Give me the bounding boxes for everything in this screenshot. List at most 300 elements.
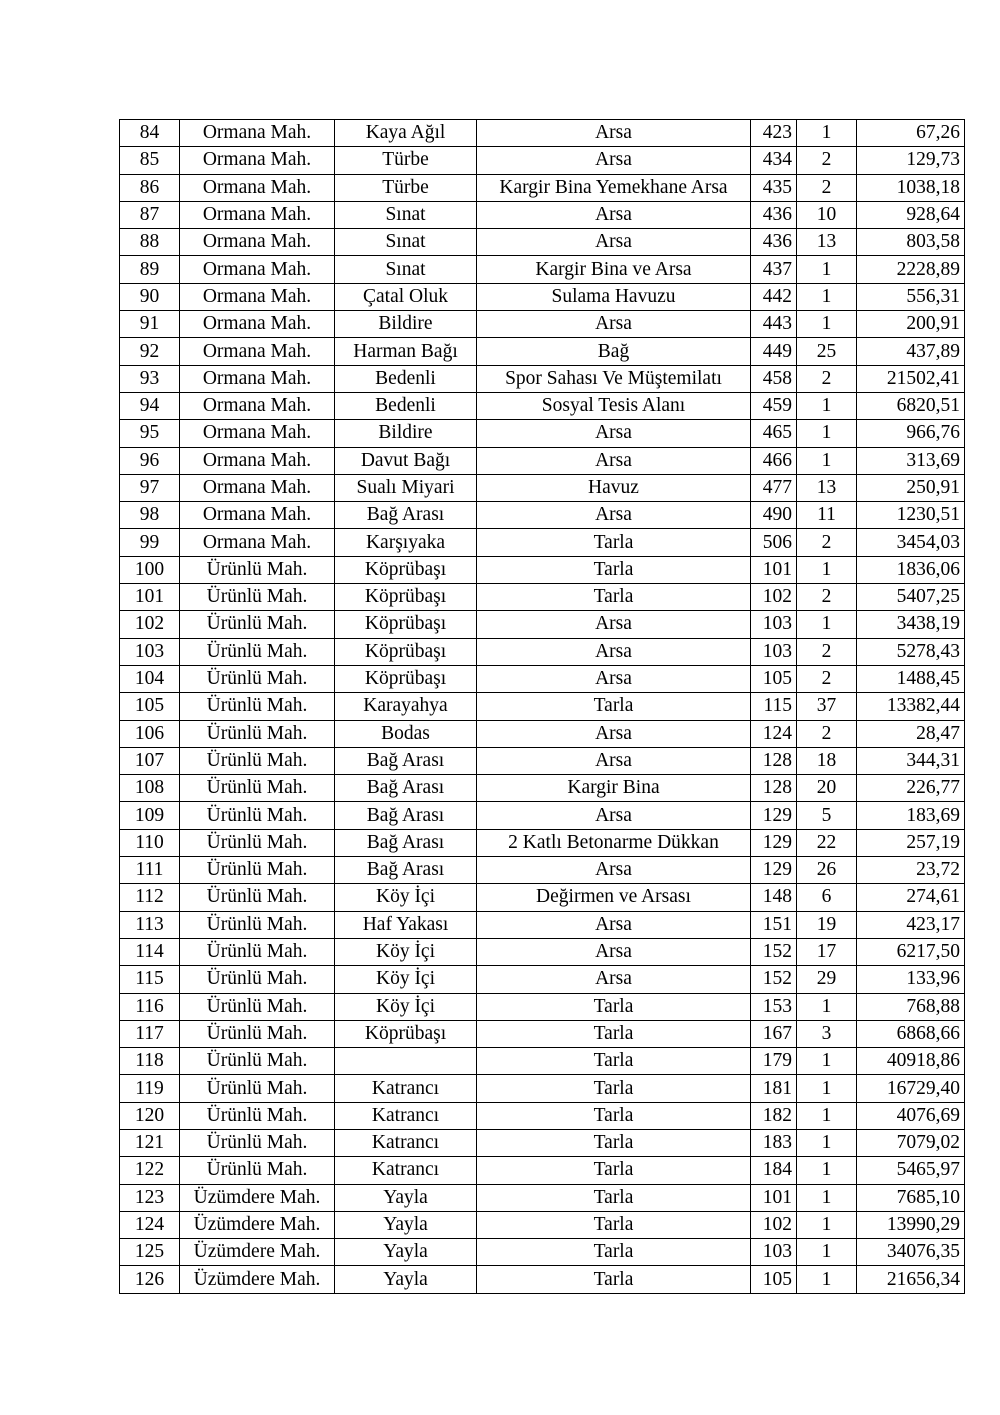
- property-type-cell: Kargir Bina ve Arsa: [477, 256, 751, 283]
- area-cell: 556,31: [857, 283, 965, 310]
- block-number-cell: 102: [751, 584, 797, 611]
- table-row: [120, 1020, 965, 1047]
- property-type-cell: Tarla: [477, 993, 751, 1020]
- block-number-cell: 115: [751, 693, 797, 720]
- parcel-number-cell: 18: [797, 747, 857, 774]
- area-cell: 1230,51: [857, 502, 965, 529]
- neighborhood-cell: Ürünlü Mah.: [180, 1048, 335, 1075]
- block-number-cell: 128: [751, 775, 797, 802]
- parcel-number-cell: 2: [797, 147, 857, 174]
- block-number-cell: 459: [751, 392, 797, 419]
- locality-cell: Yayla: [335, 1266, 477, 1293]
- area-cell: 6217,50: [857, 938, 965, 965]
- neighborhood-cell: Ürünlü Mah.: [180, 829, 335, 856]
- parcel-number-cell: 1: [797, 1184, 857, 1211]
- property-type-cell: Arsa: [477, 502, 751, 529]
- area-cell: 2228,89: [857, 256, 965, 283]
- locality-cell: Bağ Arası: [335, 857, 477, 884]
- block-number-cell: 102: [751, 1211, 797, 1238]
- locality-cell: Katrancı: [335, 1075, 477, 1102]
- area-cell: 768,88: [857, 993, 965, 1020]
- table-row: [120, 556, 965, 583]
- locality-cell: Katrancı: [335, 1129, 477, 1156]
- table-row: [120, 147, 965, 174]
- table-row: [120, 1048, 965, 1075]
- property-type-cell: Değirmen ve Arsası: [477, 884, 751, 911]
- table-row: [120, 502, 965, 529]
- block-number-cell: 103: [751, 611, 797, 638]
- table-row: [120, 529, 965, 556]
- table-row: [120, 857, 965, 884]
- block-number-cell: 477: [751, 474, 797, 501]
- area-cell: 6820,51: [857, 392, 965, 419]
- area-cell: 928,64: [857, 201, 965, 228]
- row-number-cell: 116: [120, 993, 180, 1020]
- area-cell: 313,69: [857, 447, 965, 474]
- parcel-table: [119, 119, 965, 1294]
- neighborhood-cell: Ürünlü Mah.: [180, 747, 335, 774]
- locality-cell: Köy İçi: [335, 884, 477, 911]
- area-cell: 129,73: [857, 147, 965, 174]
- block-number-cell: 152: [751, 966, 797, 993]
- parcel-number-cell: 25: [797, 338, 857, 365]
- property-type-cell: Arsa: [477, 638, 751, 665]
- neighborhood-cell: Ürünlü Mah.: [180, 638, 335, 665]
- parcel-number-cell: 1: [797, 1048, 857, 1075]
- parcel-number-cell: 6: [797, 884, 857, 911]
- locality-cell: Sınat: [335, 256, 477, 283]
- parcel-number-cell: 29: [797, 966, 857, 993]
- block-number-cell: 466: [751, 447, 797, 474]
- property-type-cell: 2 Katlı Betonarme Dükkan: [477, 829, 751, 856]
- parcel-number-cell: 2: [797, 584, 857, 611]
- parcel-number-cell: 3: [797, 1020, 857, 1047]
- table-row: [120, 120, 965, 147]
- locality-cell: Bedenli: [335, 365, 477, 392]
- parcel-number-cell: 17: [797, 938, 857, 965]
- neighborhood-cell: Üzümdere Mah.: [180, 1239, 335, 1266]
- row-number-cell: 102: [120, 611, 180, 638]
- property-type-cell: Bağ: [477, 338, 751, 365]
- locality-cell: Bodas: [335, 720, 477, 747]
- parcel-number-cell: 1: [797, 311, 857, 338]
- table-row: [120, 1157, 965, 1184]
- property-type-cell: Arsa: [477, 966, 751, 993]
- row-number-cell: 100: [120, 556, 180, 583]
- property-type-cell: Kargir Bina Yemekhane Arsa: [477, 174, 751, 201]
- row-number-cell: 114: [120, 938, 180, 965]
- row-number-cell: 97: [120, 474, 180, 501]
- table-row: [120, 474, 965, 501]
- property-type-cell: Arsa: [477, 911, 751, 938]
- neighborhood-cell: Üzümdere Mah.: [180, 1211, 335, 1238]
- neighborhood-cell: Ürünlü Mah.: [180, 993, 335, 1020]
- area-cell: 257,19: [857, 829, 965, 856]
- parcel-number-cell: 1: [797, 392, 857, 419]
- parcel-number-cell: 2: [797, 365, 857, 392]
- locality-cell: Katrancı: [335, 1157, 477, 1184]
- property-type-cell: Arsa: [477, 802, 751, 829]
- table-row: [120, 911, 965, 938]
- block-number-cell: 449: [751, 338, 797, 365]
- area-cell: 7079,02: [857, 1129, 965, 1156]
- row-number-cell: 111: [120, 857, 180, 884]
- block-number-cell: 105: [751, 665, 797, 692]
- row-number-cell: 106: [120, 720, 180, 747]
- property-type-cell: Kargir Bina: [477, 775, 751, 802]
- block-number-cell: 437: [751, 256, 797, 283]
- table-row: [120, 1211, 965, 1238]
- locality-cell: Köy İçi: [335, 966, 477, 993]
- row-number-cell: 117: [120, 1020, 180, 1047]
- table-row: [120, 802, 965, 829]
- locality-cell: Davut Bağı: [335, 447, 477, 474]
- table-row: [120, 447, 965, 474]
- locality-cell: Katrancı: [335, 1102, 477, 1129]
- parcel-number-cell: 1: [797, 120, 857, 147]
- locality-cell: [335, 1048, 477, 1075]
- locality-cell: Köprübaşı: [335, 638, 477, 665]
- area-cell: 7685,10: [857, 1184, 965, 1211]
- table-row: [120, 1184, 965, 1211]
- locality-cell: Sınat: [335, 229, 477, 256]
- property-type-cell: Tarla: [477, 1102, 751, 1129]
- block-number-cell: 184: [751, 1157, 797, 1184]
- parcel-number-cell: 1: [797, 1157, 857, 1184]
- row-number-cell: 121: [120, 1129, 180, 1156]
- row-number-cell: 94: [120, 392, 180, 419]
- locality-cell: Bağ Arası: [335, 502, 477, 529]
- neighborhood-cell: Ürünlü Mah.: [180, 884, 335, 911]
- parcel-number-cell: 1: [797, 283, 857, 310]
- table-row: [120, 1239, 965, 1266]
- row-number-cell: 84: [120, 120, 180, 147]
- locality-cell: Kaya Ağıl: [335, 120, 477, 147]
- table-row: [120, 311, 965, 338]
- parcel-number-cell: 26: [797, 857, 857, 884]
- parcel-number-cell: 2: [797, 529, 857, 556]
- neighborhood-cell: Ormana Mah.: [180, 365, 335, 392]
- row-number-cell: 126: [120, 1266, 180, 1293]
- property-type-cell: Sosyal Tesis Alanı: [477, 392, 751, 419]
- neighborhood-cell: Ürünlü Mah.: [180, 584, 335, 611]
- property-type-cell: Arsa: [477, 420, 751, 447]
- neighborhood-cell: Ürünlü Mah.: [180, 911, 335, 938]
- row-number-cell: 107: [120, 747, 180, 774]
- row-number-cell: 122: [120, 1157, 180, 1184]
- row-number-cell: 88: [120, 229, 180, 256]
- row-number-cell: 104: [120, 665, 180, 692]
- table-row: [120, 611, 965, 638]
- parcel-number-cell: 1: [797, 1239, 857, 1266]
- locality-cell: Harman Bağı: [335, 338, 477, 365]
- block-number-cell: 182: [751, 1102, 797, 1129]
- property-type-cell: Tarla: [477, 1020, 751, 1047]
- property-type-cell: Tarla: [477, 556, 751, 583]
- property-type-cell: Tarla: [477, 1211, 751, 1238]
- neighborhood-cell: Ormana Mah.: [180, 502, 335, 529]
- table-row: [120, 174, 965, 201]
- row-number-cell: 109: [120, 802, 180, 829]
- area-cell: 1836,06: [857, 556, 965, 583]
- block-number-cell: 151: [751, 911, 797, 938]
- neighborhood-cell: Ürünlü Mah.: [180, 938, 335, 965]
- parcel-number-cell: 1: [797, 420, 857, 447]
- locality-cell: Karşıyaka: [335, 529, 477, 556]
- neighborhood-cell: Ormana Mah.: [180, 529, 335, 556]
- property-type-cell: Arsa: [477, 665, 751, 692]
- row-number-cell: 92: [120, 338, 180, 365]
- table-row: [120, 638, 965, 665]
- area-cell: 1038,18: [857, 174, 965, 201]
- area-cell: 40918,86: [857, 1048, 965, 1075]
- table-row: [120, 1075, 965, 1102]
- block-number-cell: 435: [751, 174, 797, 201]
- row-number-cell: 124: [120, 1211, 180, 1238]
- neighborhood-cell: Ormana Mah.: [180, 311, 335, 338]
- area-cell: 250,91: [857, 474, 965, 501]
- table-row: [120, 201, 965, 228]
- neighborhood-cell: Ormana Mah.: [180, 229, 335, 256]
- property-type-cell: Arsa: [477, 311, 751, 338]
- block-number-cell: 167: [751, 1020, 797, 1047]
- parcel-number-cell: 5: [797, 802, 857, 829]
- property-type-cell: Arsa: [477, 720, 751, 747]
- row-number-cell: 118: [120, 1048, 180, 1075]
- locality-cell: Köprübaşı: [335, 611, 477, 638]
- block-number-cell: 148: [751, 884, 797, 911]
- row-number-cell: 87: [120, 201, 180, 228]
- block-number-cell: 442: [751, 283, 797, 310]
- neighborhood-cell: Ürünlü Mah.: [180, 665, 335, 692]
- area-cell: 21502,41: [857, 365, 965, 392]
- neighborhood-cell: Ürünlü Mah.: [180, 775, 335, 802]
- property-type-cell: Tarla: [477, 693, 751, 720]
- area-cell: 5278,43: [857, 638, 965, 665]
- property-type-cell: Arsa: [477, 447, 751, 474]
- row-number-cell: 93: [120, 365, 180, 392]
- row-number-cell: 115: [120, 966, 180, 993]
- block-number-cell: 103: [751, 1239, 797, 1266]
- parcel-number-cell: 22: [797, 829, 857, 856]
- locality-cell: Bedenli: [335, 392, 477, 419]
- table-row: [120, 884, 965, 911]
- table-row: [120, 338, 965, 365]
- table-row: [120, 1266, 965, 1293]
- row-number-cell: 96: [120, 447, 180, 474]
- area-cell: 23,72: [857, 857, 965, 884]
- parcel-number-cell: 1: [797, 1266, 857, 1293]
- locality-cell: Çatal Oluk: [335, 283, 477, 310]
- block-number-cell: 506: [751, 529, 797, 556]
- block-number-cell: 423: [751, 120, 797, 147]
- neighborhood-cell: Ormana Mah.: [180, 283, 335, 310]
- property-type-cell: Sulama Havuzu: [477, 283, 751, 310]
- locality-cell: Türbe: [335, 147, 477, 174]
- block-number-cell: 183: [751, 1129, 797, 1156]
- area-cell: 803,58: [857, 229, 965, 256]
- parcel-number-cell: 11: [797, 502, 857, 529]
- parcel-number-cell: 13: [797, 474, 857, 501]
- row-number-cell: 112: [120, 884, 180, 911]
- row-number-cell: 85: [120, 147, 180, 174]
- parcel-number-cell: 1: [797, 1211, 857, 1238]
- table-row: [120, 392, 965, 419]
- row-number-cell: 99: [120, 529, 180, 556]
- property-type-cell: Arsa: [477, 611, 751, 638]
- area-cell: 6868,66: [857, 1020, 965, 1047]
- property-type-cell: Arsa: [477, 120, 751, 147]
- block-number-cell: 443: [751, 311, 797, 338]
- parcel-table-body: [120, 120, 965, 1294]
- block-number-cell: 181: [751, 1075, 797, 1102]
- area-cell: 1488,45: [857, 665, 965, 692]
- property-type-cell: Tarla: [477, 1157, 751, 1184]
- property-type-cell: Tarla: [477, 584, 751, 611]
- row-number-cell: 101: [120, 584, 180, 611]
- parcel-number-cell: 1: [797, 1129, 857, 1156]
- property-type-cell: Tarla: [477, 1048, 751, 1075]
- parcel-number-cell: 13: [797, 229, 857, 256]
- neighborhood-cell: Ürünlü Mah.: [180, 857, 335, 884]
- parcel-number-cell: 20: [797, 775, 857, 802]
- neighborhood-cell: Ormana Mah.: [180, 338, 335, 365]
- locality-cell: Türbe: [335, 174, 477, 201]
- property-type-cell: Arsa: [477, 147, 751, 174]
- table-row: [120, 665, 965, 692]
- table-row: [120, 1129, 965, 1156]
- row-number-cell: 108: [120, 775, 180, 802]
- table-row: [120, 720, 965, 747]
- property-type-cell: Havuz: [477, 474, 751, 501]
- locality-cell: Yayla: [335, 1239, 477, 1266]
- property-type-cell: Arsa: [477, 938, 751, 965]
- property-type-cell: Arsa: [477, 201, 751, 228]
- neighborhood-cell: Ormana Mah.: [180, 447, 335, 474]
- block-number-cell: 129: [751, 829, 797, 856]
- parcel-number-cell: 1: [797, 1102, 857, 1129]
- row-number-cell: 91: [120, 311, 180, 338]
- neighborhood-cell: Ormana Mah.: [180, 474, 335, 501]
- block-number-cell: 103: [751, 638, 797, 665]
- area-cell: 4076,69: [857, 1102, 965, 1129]
- neighborhood-cell: Ürünlü Mah.: [180, 802, 335, 829]
- row-number-cell: 95: [120, 420, 180, 447]
- area-cell: 5465,97: [857, 1157, 965, 1184]
- block-number-cell: 436: [751, 229, 797, 256]
- parcel-number-cell: 1: [797, 447, 857, 474]
- property-type-cell: Spor Sahası Ve Müştemilatı: [477, 365, 751, 392]
- area-cell: 3438,19: [857, 611, 965, 638]
- locality-cell: Bağ Arası: [335, 829, 477, 856]
- parcel-number-cell: 1: [797, 611, 857, 638]
- neighborhood-cell: Ormana Mah.: [180, 420, 335, 447]
- locality-cell: Karayahya: [335, 693, 477, 720]
- neighborhood-cell: Üzümdere Mah.: [180, 1184, 335, 1211]
- table-row: [120, 283, 965, 310]
- block-number-cell: 124: [751, 720, 797, 747]
- row-number-cell: 125: [120, 1239, 180, 1266]
- neighborhood-cell: Ürünlü Mah.: [180, 720, 335, 747]
- locality-cell: Köy İçi: [335, 993, 477, 1020]
- locality-cell: Köprübaşı: [335, 665, 477, 692]
- locality-cell: Yayla: [335, 1211, 477, 1238]
- block-number-cell: 105: [751, 1266, 797, 1293]
- area-cell: 226,77: [857, 775, 965, 802]
- neighborhood-cell: Ürünlü Mah.: [180, 1075, 335, 1102]
- area-cell: 16729,40: [857, 1075, 965, 1102]
- neighborhood-cell: Ormana Mah.: [180, 120, 335, 147]
- table-row: [120, 584, 965, 611]
- property-type-cell: Arsa: [477, 229, 751, 256]
- neighborhood-cell: Ormana Mah.: [180, 147, 335, 174]
- table-row: [120, 966, 965, 993]
- block-number-cell: 128: [751, 747, 797, 774]
- table-row: [120, 938, 965, 965]
- row-number-cell: 89: [120, 256, 180, 283]
- parcel-number-cell: 37: [797, 693, 857, 720]
- parcel-number-cell: 2: [797, 665, 857, 692]
- property-type-cell: Arsa: [477, 747, 751, 774]
- neighborhood-cell: Ürünlü Mah.: [180, 611, 335, 638]
- locality-cell: Bildire: [335, 420, 477, 447]
- table-row: [120, 365, 965, 392]
- neighborhood-cell: Ürünlü Mah.: [180, 1129, 335, 1156]
- row-number-cell: 103: [120, 638, 180, 665]
- locality-cell: Bağ Arası: [335, 747, 477, 774]
- property-type-cell: Arsa: [477, 857, 751, 884]
- parcel-number-cell: 1: [797, 993, 857, 1020]
- locality-cell: Bildire: [335, 311, 477, 338]
- parcel-number-cell: 19: [797, 911, 857, 938]
- area-cell: 5407,25: [857, 584, 965, 611]
- row-number-cell: 119: [120, 1075, 180, 1102]
- table-row: [120, 420, 965, 447]
- neighborhood-cell: Ormana Mah.: [180, 392, 335, 419]
- neighborhood-cell: Üzümdere Mah.: [180, 1266, 335, 1293]
- parcel-number-cell: 1: [797, 556, 857, 583]
- table-row: [120, 829, 965, 856]
- row-number-cell: 113: [120, 911, 180, 938]
- area-cell: 200,91: [857, 311, 965, 338]
- neighborhood-cell: Ürünlü Mah.: [180, 966, 335, 993]
- block-number-cell: 465: [751, 420, 797, 447]
- block-number-cell: 436: [751, 201, 797, 228]
- neighborhood-cell: Ürünlü Mah.: [180, 556, 335, 583]
- block-number-cell: 179: [751, 1048, 797, 1075]
- property-type-cell: Tarla: [477, 529, 751, 556]
- block-number-cell: 434: [751, 147, 797, 174]
- parcel-number-cell: 1: [797, 256, 857, 283]
- block-number-cell: 152: [751, 938, 797, 965]
- neighborhood-cell: Ormana Mah.: [180, 256, 335, 283]
- row-number-cell: 123: [120, 1184, 180, 1211]
- row-number-cell: 86: [120, 174, 180, 201]
- table-row: [120, 775, 965, 802]
- block-number-cell: 458: [751, 365, 797, 392]
- block-number-cell: 101: [751, 1184, 797, 1211]
- table-row: [120, 1102, 965, 1129]
- area-cell: 3454,03: [857, 529, 965, 556]
- area-cell: 183,69: [857, 802, 965, 829]
- area-cell: 133,96: [857, 966, 965, 993]
- table-row: [120, 229, 965, 256]
- neighborhood-cell: Ormana Mah.: [180, 201, 335, 228]
- area-cell: 966,76: [857, 420, 965, 447]
- parcel-number-cell: 10: [797, 201, 857, 228]
- area-cell: 34076,35: [857, 1239, 965, 1266]
- area-cell: 21656,34: [857, 1266, 965, 1293]
